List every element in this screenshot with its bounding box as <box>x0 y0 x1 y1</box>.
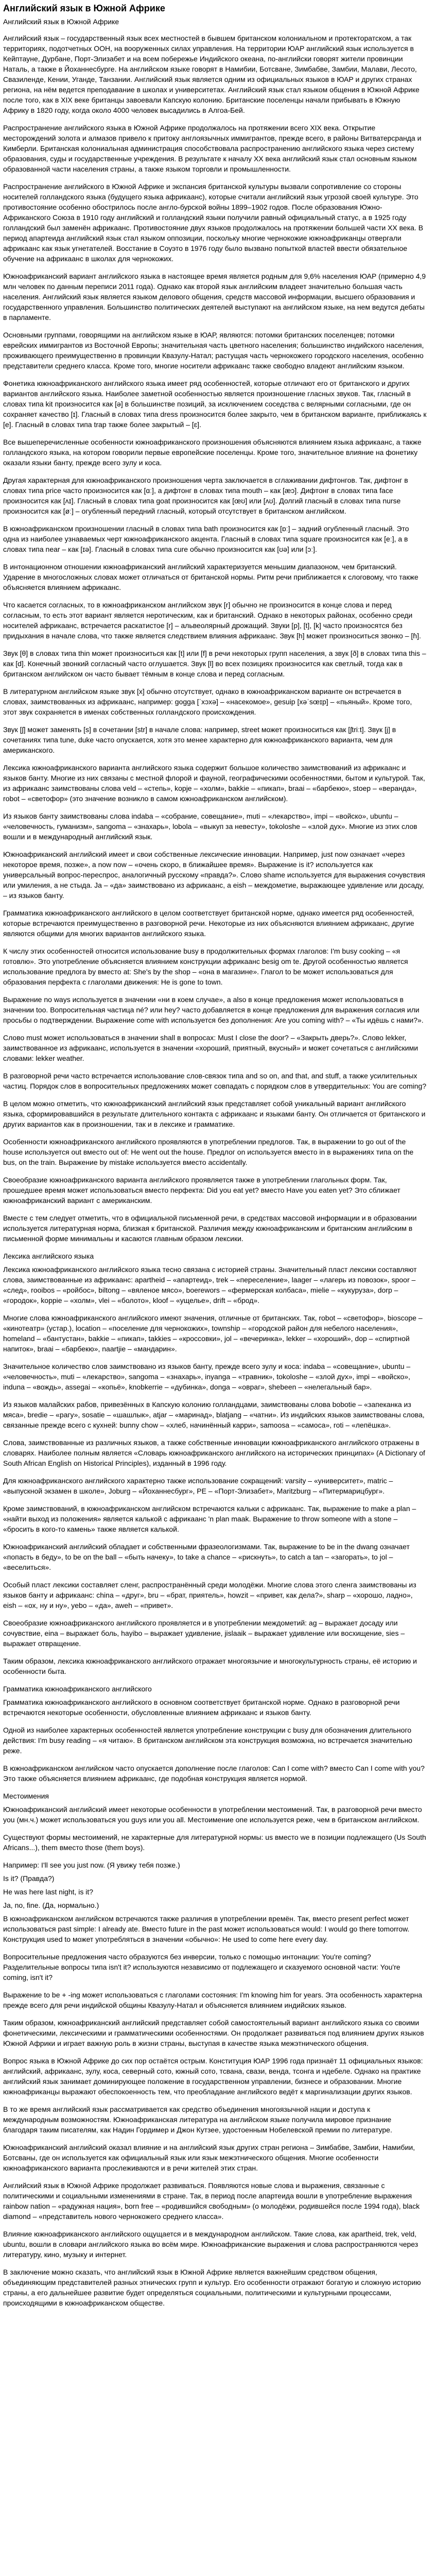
paragraph: Кроме заимствований, в южноафриканском английском встречаются кальки с африкаанс. Так, выражение to make a plan – «найти выход из положения» является калькой с африкаанс 'n plan maak. Выражение to throw someone with a stone – «бросить в кого-то камень» также является калькой. <box>3 1504 416 1533</box>
paragraph: Другая характерная для южноафриканского произношения черта заключается в сглаживании дифтонгов. Так, дифтонг в словах типа price часто произносится как [ɑː], а дифтонг в словах типа mouth – как [æɔ]. Дифтонг в словах типа face произносится как [ʌɪ]. Гласный в словах типа goat произносится как [œʊ] или [ʌʊ]. Долгий гласный в словах типа nurse произносится как [øː] – огубленный передний гласный, который отсутствует в британском английском. <box>3 476 408 515</box>
paragraph: Распространение английского языка в Южной Африке продолжалось на протяжении всего XIX века. Открытие месторождений золота и алмазов привело к притоку англоязычных иммигрантов, прежде всего, в районы Витватерсранда и Кимберли. Британская колониальная администрация способствовала распространению английского языка через систему образования, суды и государственные учреждения. В результате к началу XX века английский язык стал основным языком образованной части населения страны, а также языком торговли и промышленности. <box>3 124 422 173</box>
paragraph: В интонационном отношении южноафриканский английский характеризуется меньшим диапазоном, чем британский. Ударение в многосложных словах может отличаться от британской нормы. Ритм речи приближается к слоговому, что также объясняется влиянием африкаанс. <box>3 563 418 591</box>
paragraph: Южноафриканский английский оказал влияние и на английский язык других стран региона – Зимбабве, Замбии, Намибии, Ботсваны, где он используется как официальный язык или язык межэтнического общения. Многие особенности южноафриканского варианта прослеживаются и в речи жителей этих стран. <box>3 2143 415 2172</box>
paragraph: Все вышеперечисленные особенности южноафриканского произношения объясняются влиянием языка африкаанс, а также голландского языка, на котором говорили первые европейские поселенцы. Кроме того, значительное влияние на фонетику оказали языки банту, прежде всего зулу и коса. <box>3 438 422 467</box>
paragraph: В южноафриканском английском часто опускается дополнение после глаголов: Can I come with? вместо Can I come with you? Это также объясняется влиянием африкаанс, где подобная конструкция является нормой. <box>3 1764 425 1783</box>
paragraph: Выражение no ways используется в значении «ни в коем случае», а also в конце предложения может использоваться в значении too. Вопросительная частица né? или hey? часто добавляется в конце предложения для выражения согласия или просьбы о подтверждении. Выражение come with используется без дополнения: Are you coming with? – «Ты идёшь с нами?». <box>3 995 424 1024</box>
closing-paragraphs <box>3 1913 427 2308</box>
section <box>3 1684 427 1784</box>
paragraph: Своеобразие южноафриканского английского проявляется и в употреблении междометий: ag – выражает досаду или сочувствие, eina – выражает боль, hayibo – выражает удивление, jislaaik – выражает удивление или восхищение, sies – выражает отвращение. <box>3 1619 405 1648</box>
paragraph: Слово must может использоваться в значении shall в вопросах: Must I close the door? – «Закрыть дверь?». Слово lekker, заимствованное из африкаанс, используется в значении «хороший, приятный, вкусный» и может сочетаться с английскими словами: lekker weather. <box>3 1033 418 1062</box>
paragraph: Многие слова южноафриканского английского имеют значения, отличные от британских. Так, robot – «светофор», bioscope – «кинотеатр» (устар.), location – «поселение для чернокожих», township – «городской район для небелого населения», homeland – «бантустан», bakkie – «пикап», takkies – «кроссовки», jol – «вечеринка», lekker – «хороший», dop – «спиртной напиток», braai – «барбекю», naartjie – «мандарин». <box>3 1314 423 1353</box>
paragraph: В южноафриканском произношении гласный в словах типа bath произносится как [ɒː] – задний огубленный гласный. Это одна из наиболее узнаваемых черт южноафриканского акцента. Гласный в словах типа square произносится как [eː], а в словах типа near – как [ɪə]. Гласный в словах типа cure обычно произносится как [ʊə] или [ɔː]. <box>3 524 409 553</box>
paragraph: К числу этих особенностей относится использование busy в продолжительных формах глаголов: I'm busy cooking – «я готовлю». Это употребление объясняется влиянием конструкции африкаанс besig om te. Другой особенностью является использование предлога by вместо at: She's by the shop – «она в магазине». Глагол to be может использоваться для образования перфекта с глаголами движения: He is gone to town. <box>3 947 408 986</box>
paragraph: Звук [θ] в словах типа thin может произноситься как [t] или [f] в речи некоторых групп населения, а звук [ð] в словах типа this – как [d]. Конечный звонкий согласный часто оглушается. Звук [l] во всех позициях произносится как светлый, тогда как в британском английском он часто бывает тёмным в конце слова и перед согласным. <box>3 649 426 678</box>
paragraph: Выражение to be + -ing может использоваться с глаголами состояния: I'm knowing him for years. Эта особенность характерна прежде всего для речи индийской общины Квазулу-Натал и объясняется влиянием индийских языков. <box>3 1991 423 2009</box>
example-line: Например: I'll see you just now. (Я увижу тебя позже.) <box>3 1861 180 1869</box>
paragraph: В целом можно отметить, что южноафриканский английский язык представляет собой уникальный вариант английского языка, сформировавшийся в результате длительного контакта с африкаанс и языками банту. Он отличается от британского и других вариантов как в произношении, так и в лексике и грамматике. <box>3 1099 426 1128</box>
paragraph: Слова, заимствованные из различных языков, а также собственные инновации южноафриканского английского отражены в словарях. Наиболее полным является «Словарь южноафриканского английского на исторических принципах» (A Dictionary of South African English on Historical Principles), изданный в 1996 году. <box>3 1438 425 1467</box>
paragraph: Вопрос языка в Южной Африке до сих пор остаётся острым. Конституция ЮАР 1996 года признаёт 11 официальных языков: английский, африкаанс, зулу, коса, северный сото, южный сото, тсвана, свази, венда, тсонга и ндебеле. Однако на практике английский язык занимает доминирующее положение в государственном управлении, бизнесе и образовании. Многие южноафриканцы выражают обеспокоенность тем, что преобладание английского ведёт к маргинализации других языков. <box>3 2057 423 2096</box>
section <box>3 1251 427 1676</box>
paragraph: Английский язык – государственный язык всех местностей в бывшем британском колониальном и протекторатском, а так территориях, подотчетных ООН, на вооруженных силах управления. На территории ЮАР английский язык используется в Кейптауне, Дурбане, Порт-Элизабет и на всем побережье Индийского океана, по-английски говорят жители провинции Наталь, а также в Йоханнесбурге. На английском языке говорят в Намибии, Ботсване, Зимбабве, Замбии, Малави, Лесото, Свазиленде, Кении, Уганде, Танзании. Английский язык является одним из официальных языков в ЮАР и других странах региона, на нём ведется преподавание в школах и университетах. Английский язык стал языком общения в Южной Африке после того, как в XIX веке британцы завоевали Капскую колонию. Британские поселенцы начали прибывать в Южную Африку в 1820 году, когда около 4000 человек высадились в Алгоа-Бей. <box>3 34 420 114</box>
paragraph: Таким образом, лексика южноафриканского английского отражает многоязычие и многокультурность страны, её историю и особенности быта. <box>3 1657 417 1675</box>
paragraph: Грамматика южноафриканского английского в целом соответствует британской норме, однако имеется ряд особенностей, которые встречаются преимущественно в разговорной речи. Некоторые из них объясняются влиянием африкаанс, другие являются общими для многих вариантов английского языка. <box>3 909 414 938</box>
section-heading: Местоимения <box>3 1792 49 1800</box>
paragraph: Грамматика южноафриканского английского в основном соответствует британской норме. Однако в разговорной речи встречаются некоторые особенности, обусловленные влиянием африкаанс и языков банту. <box>3 1698 400 1717</box>
paragraph: Английский язык в Южной Африке продолжает развиваться. Появляются новые слова и выражения, связанные с политическими и социальными изменениями в стране. Так, в период после апартеида вошли в употребление выражения rainbow nation – «радужная нация», born free – «родившийся свободным» (о молодёжи, родившейся после 1994 года), black diamond – «представитель нового чернокожего среднего класса». <box>3 2181 420 2221</box>
paragraph: Своеобразие южноафриканского варианта английского проявляется также в употреблении глагольных форм. Так, прошедшее время может использоваться вместо перфекта: Did you eat yet? вместо Have you eaten yet? Это сближает южноафриканский вариант с американским. <box>3 1176 400 1205</box>
document-subtitle: Английский язык в Южной Африке <box>3 18 119 26</box>
intro-paragraphs <box>3 33 427 1244</box>
paragraph: Из языков банту заимствованы слова indaba – «собрание, совещание», muti – «лекарство», impi – «войско», ubuntu – «человечность, гуманизм», sangoma – «знахарь», lobola – «выкуп за невесту», tokoloshe – «злой дух». Многие из этих слов вошли и в международный английский язык. <box>3 812 417 841</box>
paragraph: Таким образом, южноафриканский английский представляет собой самостоятельный вариант английского языка со своими фонетическими, лексическими и грамматическими особенностями. Он продолжает развиваться под влиянием других языков Южной Африки и играет важную роль в жизни страны, выступая в качестве языка межэтнического общения. <box>3 2019 424 2047</box>
paragraph: Что касается согласных, то в южноафриканском английском звук [r] обычно не произносится в конце слова и перед согласным, то есть этот вариант является неротическим, как и британский. Однако в некоторых районах, особенно среди носителей африкаанс, встречается раскатистое [r] – альвеолярный дрожащий. Звуки [p], [t], [k] часто произносятся без придыхания в начале слова, что также является следствием влияния африкаанс. Звук [h] может произноситься звонко – [ɦ]. <box>3 601 421 640</box>
paragraph: Фонетика южноафриканского английского языка имеет ряд особенностей, которые отличают его от британского и других вариантов английского языка. Наиболее заметной особенностью является произношение гласных звуков. Так, гласный в словах типа kit произносится как [ə] в большинстве позиций, за исключением соседства с велярными согласными, где он сохраняет качество [ɪ]. Гласный в словах типа dress произносится более закрыто, чем в британском варианте, приближаясь к [e]. Гласный в словах типа trap также более закрытый – [ɛ]. <box>3 379 427 429</box>
paragraph: Вопросительные предложения часто образуются без инверсии, только с помощью интонации: You're coming? Разделительные вопросы типа isn't it? используются независимо от подлежащего и сказуемого основной части: You're coming, isn't it? <box>3 1953 400 1981</box>
sections-container <box>3 1251 427 1853</box>
paragraph: Особенности южноафриканского английского проявляются в употреблении предлогов. Так, в выражении to go out of the house используется out вместо out of: He went out the house. Предлог on используется вместо in в выражениях типа on the bus, on the train. Выражение by mistake используется вместо accidentally. <box>3 1138 414 1166</box>
example-line: Is it? (Правда?) <box>3 1874 55 1883</box>
paragraph: Распространение английского в Южной Африке и экспансия британской культуры вызвали сопротивление со стороны носителей голландского языка (будущего языка африкаанс), которые считали английский язык угрозой своей культуре. Это противостояние особенно обострилось после англо-бурской войны 1899–1902 годов. После образования Южно-Африканского Союза в 1910 году английский и голландский языки получили равный официальный статус, а в 1925 году голландский был заменён африкаанс. Противостояние двух языков продолжалось на протяжении большей части XX века. В период апартеида английский язык стал языком оппозиции, поскольку многие чернокожие южноафриканцы отвергали африкаанс как язык угнетателей. Восстание в Соуэто в 1976 году было вызвано попыткой властей ввести обязательное обучение на африкаанс в школах для чернокожих. <box>3 182 424 263</box>
paragraph: Существуют формы местоимений, не характерные для литературной нормы: us вместо we в позиции подлежащего (Us South Africans...), them вместо those (them boys). <box>3 1833 426 1852</box>
paragraph: Особый пласт лексики составляет сленг, распространённый среди молодёжи. Многие слова этого сленга заимствованы из языков банту и африкаанс: china – «друг», bru – «брат, приятель», howzit – «привет, как дела?», sharp – «хорошо, ладно», eish – «ох, ну и ну», yebo – «да», aweh – «привет». <box>3 1581 416 1609</box>
paragraph: В литературном английском языке звук [x] обычно отсутствует, однако в южноафриканском варианте он встречается в словах, заимствованных из африкаанс, например: gogga [ˈxɔxə] – «насекомое», gesuip [xəˈsœɪp] – «пьяный». Кроме того, этот звук сохраняется в именах собственных голландского происхождения. <box>3 687 412 716</box>
paragraph: Южноафриканский английский имеет и свои собственные лексические инновации. Например, just now означает «через некоторое время, позже», а now now – «очень скоро, в ближайшее время». Выражение is it? используется как универсальный вопрос-переспрос, аналогичный русскому «правда?». Слово shame используется для выражения сочувствия или умиления, а не стыда. Ja – «да» заимствовано из африкаанс, а eish – междометие, выражающее удивление или досаду, – из языков банту. <box>3 850 425 900</box>
section-heading: Лексика английского языка <box>3 1252 94 1260</box>
paragraph: Основными группами, говорящими на английском языке в ЮАР, являются: потомки британских поселенцев; потомки еврейских иммигрантов из Восточной Европы; значительная часть цветного населения; большинство индийского населения, проживающего преимущественно в провинции Квазулу-Натал; растущая часть чернокожего городского населения, особенно представители среднего класса. Кроме того, многие носители африкаанс также свободно владеют английским языком. <box>3 331 424 370</box>
paragraph: Вместе с тем следует отметить, что в официальной письменной речи, в средствах массовой информации и в образовании используется литературная норма, близкая к британской. Различия между южноафриканским и британским английским в письменной форме минимальны и касаются главным образом лексики. <box>3 1214 417 1243</box>
paragraph: Для южноафриканского английского характерно также использование сокращений: varsity – «университет», matric – «выпускной экзамен в школе», Joburg – «Йоханнесбург», PE – «Порт-Элизабет», Maritzburg – «Питермарицбург». <box>3 1477 393 1495</box>
paragraph: Звук [ʃ] может заменять [s] в сочетании [str] в начале слова: например, street может произноситься как [ʃtriːt]. Звук [j] в сочетаниях типа tune, duke часто опускается, хотя это менее характерно для южноафриканского варианта, чем для американского. <box>3 725 396 754</box>
paragraph: Южноафриканский вариант английского языка в настоящее время является родным для 9,6% населения ЮАР (примерно 4,9 млн человек по данным переписи 2011 года). Однако как второй язык английским владеет значительно большая часть населения. Английский язык является языком делового общения, средств массовой информации, высшего образования и государственного управления. Большинство политических деятелей выступают на английском языке, на нем ведутся дебаты в парламенте. <box>3 272 426 321</box>
document-title: Английский язык в Южной Африке <box>3 3 165 13</box>
paragraph: В разговорной речи часто встречается использование слов-связок типа and so on, and that, and stuff, а также усилительных частиц. Порядок слов в вопросительных предложениях может совпадать с порядком слов в утвердительных: You are coming? <box>3 1072 427 1090</box>
paragraph: Лексика южноафриканского английского языка тесно связана с историей страны. Значительный пласт лексики составляют слова, заимствованные из африкаанс: apartheid – «апартеид», trek – «переселение», laager – «лагерь из повозок», spoor – «след», rooibos – «ройбос», biltong – «вяленое мясо», boerewors – «фермерская колбаса», mielie – «кукуруза», dorp – «городок», koppie – «холм», vlei – «болото», kloof – «ущелье», drift – «брод». <box>3 1265 417 1304</box>
short-lines <box>3 1860 427 1910</box>
paragraph: В то же время английский язык рассматривается как средство объединения многоязычной нации и доступа к международным возможностям. Южноафриканская литература на английском языке получила мировое признание благодаря таким писателям, как Надин Гордимер и Джон Кутзее, удостоенным Нобелевской премии по литературе. <box>3 2105 392 2134</box>
example-line: Ja, no, fine. (Да, нормально.) <box>3 1901 99 1909</box>
section-heading: Грамматика южноафриканского английского <box>3 1685 152 1693</box>
paragraph: Южноафриканский английский обладает и собственными фразеологизмами. Так, выражение to be in the dwang означает «попасть в беду», to be on the ball – «быть начеку», to take a chance – «рискнуть», to catch a tan – «загорать», to jol – «веселиться». <box>3 1543 410 1571</box>
section <box>3 1791 427 1853</box>
paragraph: Одной из наиболее характерных особенностей является употребление конструкции с busy для обозначения длительного действия: I'm busy reading – «я читаю». В британском английском эта конструкция возможна, но встречается значительно реже. <box>3 1726 412 1755</box>
paragraph: Значительное количество слов заимствовано из языков банту, прежде всего зулу и коса: indaba – «совещание», ubuntu – «человечность», muti – «лекарство», sangoma – «знахарь», inyanga – «травник», tokoloshe – «злой дух», impi – «войско», induna – «вождь», assegai – «копьё», knobkerrie – «дубинка», donga – «овраг», shebeen – «нелегальный бар». <box>3 1362 411 1391</box>
paragraph: Из языков малайских рабов, привезённых в Капскую колонию голландцами, заимствованы слова bobotie – «запеканка из мяса», bredie – «рагу», sosatie – «шашлык», atjar – «маринад», blatjang – «чатни». Из индийских языков заимствованы слова, связанные прежде всего с кухней: bunny chow – «хлеб, начинённый карри», samoosa – «самоса», roti – «лепёшка». <box>3 1400 425 1429</box>
paragraph: Лексика южноафриканского варианта английского языка содержит большое количество заимствований из африкаанс и языков банту. Многие из них связаны с местной флорой и фауной, географическими особенностями, бытом и культурой. Так, из африкаанс заимствованы слова veld – «степь», kopje – «холм», bakkie – «пикап», braai – «барбекю», stoep – «веранда», robot – «светофор» (это значение возникло в самом южноафриканском английском). <box>3 764 425 803</box>
paragraph: Влияние южноафриканского английского ощущается и в международном английском. Такие слова, как apartheid, trek, veld, ubuntu, вошли в словари английского языка во всём мире. Южноафриканские выражения и слова распространяются через литературу, кино, музыку и интернет. <box>3 2230 418 2259</box>
paragraph: Южноафриканский английский имеет некоторые особенности в употреблении местоимений. Так, в разговорной речи вместо you (мн.ч.) может использоваться you guys или you all. Местоимение one используется реже, чем в британском английском. <box>3 1805 422 1824</box>
example-line: He was here last night, is it? <box>3 1888 94 1896</box>
paragraph: В южноафриканском английском встречаются также различия в употреблении времён. Так, вместо present perfect может использоваться past simple: I already ate. Вместо future in the past может использоваться would: I would go there tomorrow. Конструкция used to может употребляться в значении «обычно»: He used to come here every day. <box>3 1914 410 1943</box>
paragraph: В заключение можно сказать, что английский язык в Южной Африке является важнейшим средством общения, объединяющим представителей разных этнических групп и культур. Его особенности отражают богатую и сложную историю страны, а его дальнейшее развитие будет определяться социальными, политическими и культурными процессами, происходящими в южноафриканском обществе. <box>3 2268 421 2307</box>
